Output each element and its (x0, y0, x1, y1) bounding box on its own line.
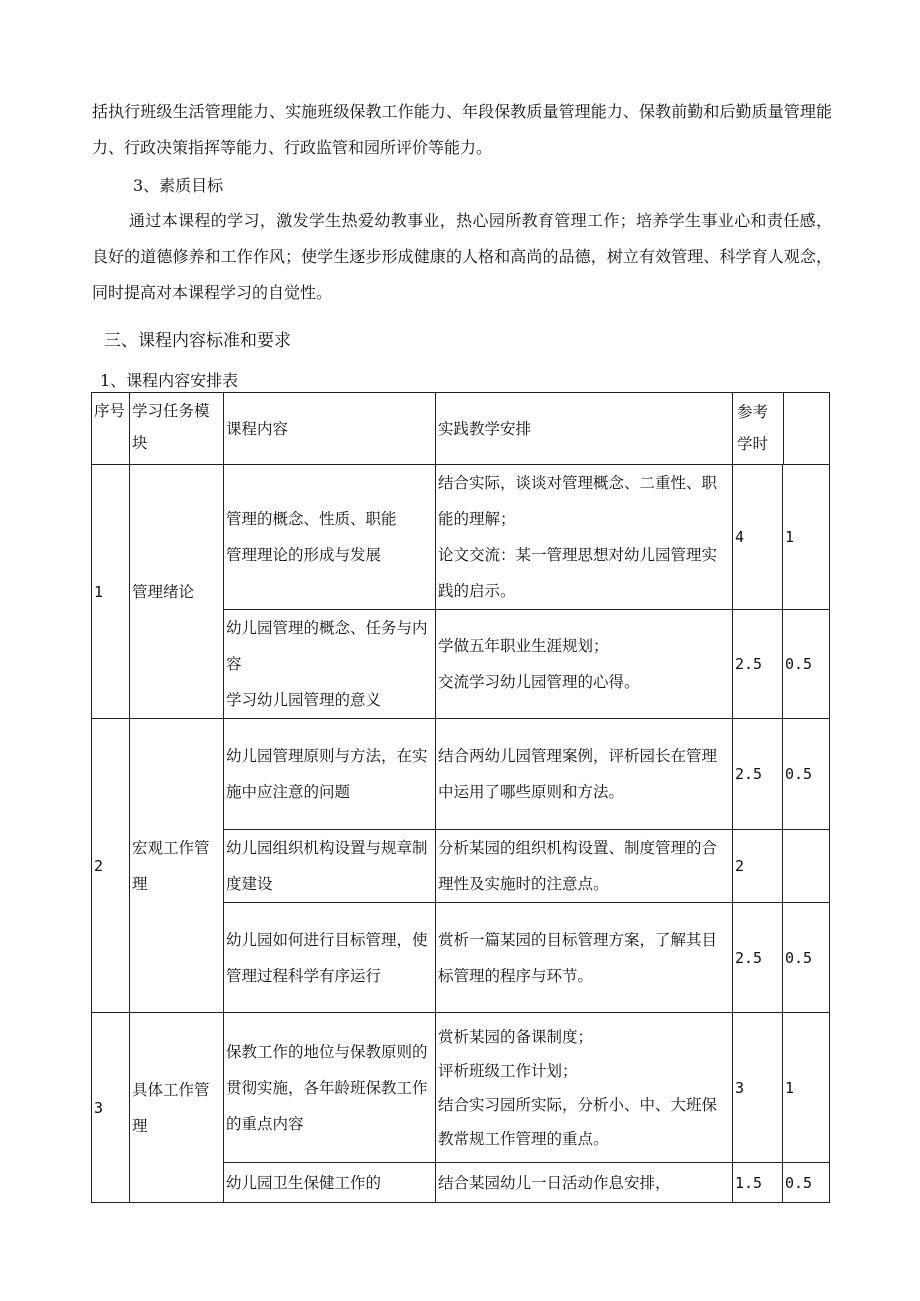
table-row (92, 719, 830, 830)
header-no: 序号 (92, 393, 130, 465)
row-module: 宏观工作管理 (130, 719, 224, 1013)
row-content: 幼儿园如何进行目标管理，使管理过程科学有序运行 (224, 903, 436, 1013)
row-practice: 赏析一篇某园的目标管理方案，了解其目标管理的程序与环节。 (436, 903, 733, 1013)
table-row (92, 465, 830, 610)
row-practice: 结合两幼儿园管理案例，评析园长在管理中运用了哪些原则和方法。 (436, 719, 733, 830)
row-hours-theory: 4 (733, 465, 783, 610)
header-hours-label: 参考学时 (733, 393, 784, 464)
header-content: 课程内容 (224, 393, 436, 465)
row-content: 幼儿园管理的概念、任务与内容 学习幼儿园管理的意义 (224, 610, 436, 719)
row-no: 2 (92, 719, 130, 1013)
intro-paragraph-1: 括执行班级生活管理能力、实施班级保教工作能力、年段保教质量管理能力、保教前勤和后勤质量管理能力、行政决策指挥等能力、行政监管和园所评价等能力。 (92, 102, 832, 157)
row-hours-theory: 1.5 (733, 1163, 783, 1203)
row-module: 具体工作管理 (130, 1013, 224, 1203)
row-content: 幼儿园组织机构设置与规章制度建设 (224, 830, 436, 903)
row-practice: 分析某园的组织机构设置、制度管理的合理性及实施时的注意点。 (436, 830, 733, 903)
row-no: 1 (92, 465, 130, 719)
table-caption: 1、课程内容安排表 (100, 371, 239, 390)
row-content: 保教工作的地位与保教原则的贯彻实施，各年龄班保教工作的重点内容 (224, 1013, 436, 1163)
row-hours-practice: 0.5 (783, 1163, 830, 1203)
row-hours-theory: 2.5 (733, 903, 783, 1013)
row-practice: 结合某园幼儿一日活动作息安排， (436, 1163, 733, 1203)
row-hours-practice: 0.5 (783, 610, 830, 719)
row-content: 幼儿园管理原则与方法，在实施中应注意的问题 (224, 719, 436, 830)
header-module: 学习任务模块 (130, 393, 224, 465)
header-practice: 实践教学安排 (436, 393, 733, 465)
row-module: 管理绪论 (130, 465, 224, 719)
row-practice: 学做五年职业生涯规划； 交流学习幼儿园管理的心得。 (436, 610, 733, 719)
row-content: 幼儿园卫生保健工作的 (224, 1163, 436, 1203)
row-hours-theory: 2.5 (733, 719, 783, 830)
course-content-table (91, 392, 830, 1203)
row-hours-theory: 3 (733, 1013, 783, 1163)
row-hours-practice: 0.5 (783, 719, 830, 830)
header-hours (733, 393, 830, 465)
intro-paragraph-2: 通过本课程的学习，激发学生热爱幼教事业，热心园所教育管理工作；培养学生事业心和责任感，良好的道德修养和工作作风；使学生逐步形成健康的人格和高尚的品德，树立有效管理、科学育人观念，同时提高对本课程学习的自觉性。 (92, 211, 832, 302)
row-no: 3 (92, 1013, 130, 1203)
quality-goal-heading: 3、素质目标 (133, 176, 224, 195)
row-practice: 赏析某园的备课制度； 评析班级工作计划； 结合实习园所实际，分析小、中、大班保教常规工作管理的重点。 (436, 1013, 733, 1163)
row-hours-practice: 1 (783, 1013, 830, 1163)
section-title: 三、课程内容标准和要求 (104, 331, 291, 351)
table-header-row (92, 393, 830, 465)
row-hours-practice: 1 (783, 465, 830, 610)
row-hours-theory: 2 (733, 830, 783, 903)
row-practice: 结合实际，谈谈对管理概念、二重性、职能的理解； 论文交流：某一管理思想对幼儿园管理实践的启示。 (436, 465, 733, 610)
table-row (92, 1013, 830, 1163)
row-hours-practice (783, 830, 830, 903)
row-hours-practice: 0.5 (783, 903, 830, 1013)
row-content: 管理的概念、性质、职能 管理理论的形成与发展 (224, 465, 436, 610)
row-hours-theory: 2.5 (733, 610, 783, 719)
